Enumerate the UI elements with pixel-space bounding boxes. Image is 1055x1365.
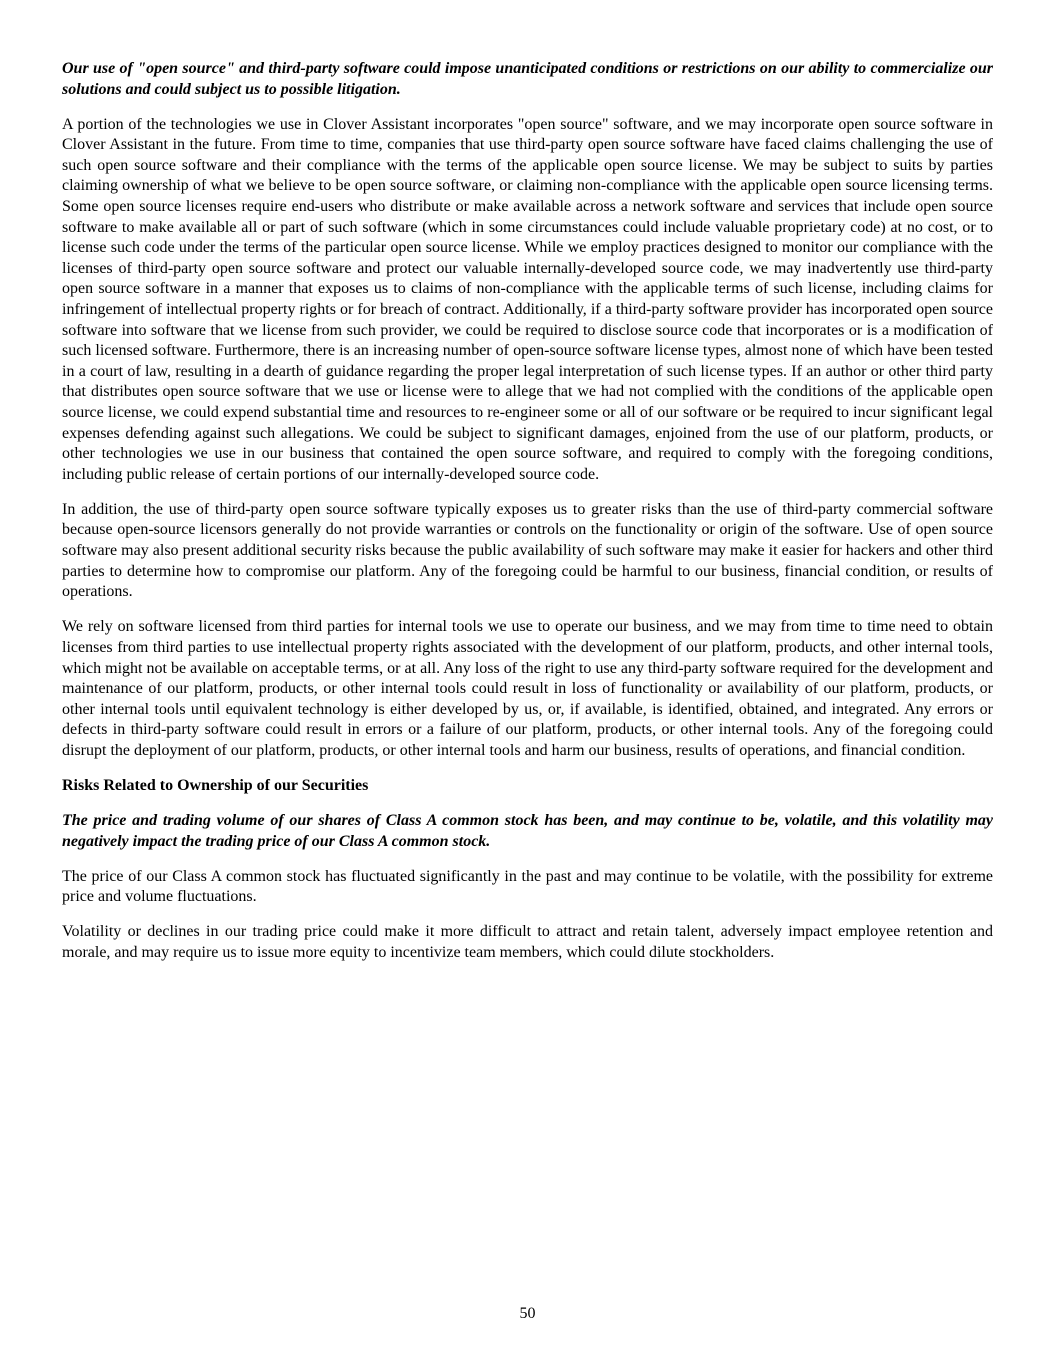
risk-heading-open-source: Our use of "open source" and third-party software could impose unanticipated conditions or restrictions on our ability to commercialize our solutions and could subject us to possible litigation. xyxy=(62,60,993,98)
paragraph: A portion of the technologies we use in Clover Assistant incorporates "open source" software, and we may incorporate open source software in Clover Assistant in the future. From time to time, companies that use third-party open source software have faced claims challenging the use of such open source software and their compliance with the terms of the applicable open source license. We may be subject to suits by parties claiming ownership of what we believe to be open source software, or claiming non-compliance with the applicable open source licensing terms. Some open source licenses require end-users who distribute or make available across a network software and services that include open source software to make available all or part of such software (which in some circumstances could include valuable proprietary code) at no cost, or to license such code under the terms of the particular open source license. While we employ practices designed to monitor our compliance with the licenses of third-party open source software and protect our valuable internally-developed source code, we may inadvertently use third-party open source software in a manner that exposes us to claims of non-compliance with the applicable terms of such license, including claims for infringement of intellectual property rights or for breach of contract. Additionally, if a third-party software provider has incorporated open source software into software that we license from such provider, we could be required to disclose source code that incorporates or is a modification of such licensed software. Furthermore, there is an increasing number of open-source software license types, almost none of which have been tested in a court of law, resulting in a dearth of guidance regarding the proper legal interpretation of such license types. If an author or other third party that distributes open source software that we use or license were to allege that we had not complied with the conditions of the applicable open source license, we could expend substantial time and resources to re-engineer some or all of our software or be required to incur significant legal expenses defending against such allegations. We could be subject to significant damages, enjoined from the use of our platform, products, or other technologies we use in our business that contained the open source software, and required to comply with the foregoing conditions, including public release of certain portions of our internally-developed source code. xyxy=(62,115,993,483)
risk-heading-stock-volatility: The price and trading volume of our shares of Class A common stock has been, and may continue to be, volatile, and this volatility may negatively impact the trading price of our Class A common stock. xyxy=(62,812,993,850)
paragraph: We rely on software licensed from third parties for internal tools we use to operate our business, and we may from time to time need to obtain licenses from third parties to use intellectual property rights associated with the development of our platform, products, and other internal tools, which might not be available on acceptable terms, or at all. Any loss of the right to use any third-party software required for the development and maintenance of our platform, products, or other internal tools could result in loss of functionality or availability of our platform, products, or other internal tools until equivalent technology is either developed by us, or, if available, is identified, obtained, and integrated. Any errors or defects in third-party software could result in errors or a failure of our platform, products, or other internal tools. Any of the foregoing could disrupt the deployment of our platform, products, or other internal tools and harm our business, results of operations, and financial condition. xyxy=(62,618,993,759)
paragraph: In addition, the use of third-party open source software typically exposes us to greater risks than the use of third-party commercial software because open-source licensors generally do not provide warranties or controls on the functionality or origin of the software. Use of open source software may also present additional security risks because the public availability of such software may make it easier for hackers and other third parties to determine how to compromise our platform. Any of the foregoing could be harmful to our business, financial condition, or results of operations. xyxy=(62,500,993,601)
section-heading-securities: Risks Related to Ownership of our Securities xyxy=(62,777,369,794)
paragraph: The price of our Class A common stock has fluctuated significantly in the past and may continue to be volatile, with the possibility for extreme price and volume fluctuations. xyxy=(62,867,993,906)
page-number: 50 xyxy=(519,1305,536,1322)
paragraph: Volatility or declines in our trading price could make it more difficult to attract and retain talent, adversely impact employee retention and morale, and may require us to issue more equity to incentivize team members, which could dilute stockholders. xyxy=(62,923,993,962)
document-body xyxy=(62,59,993,978)
